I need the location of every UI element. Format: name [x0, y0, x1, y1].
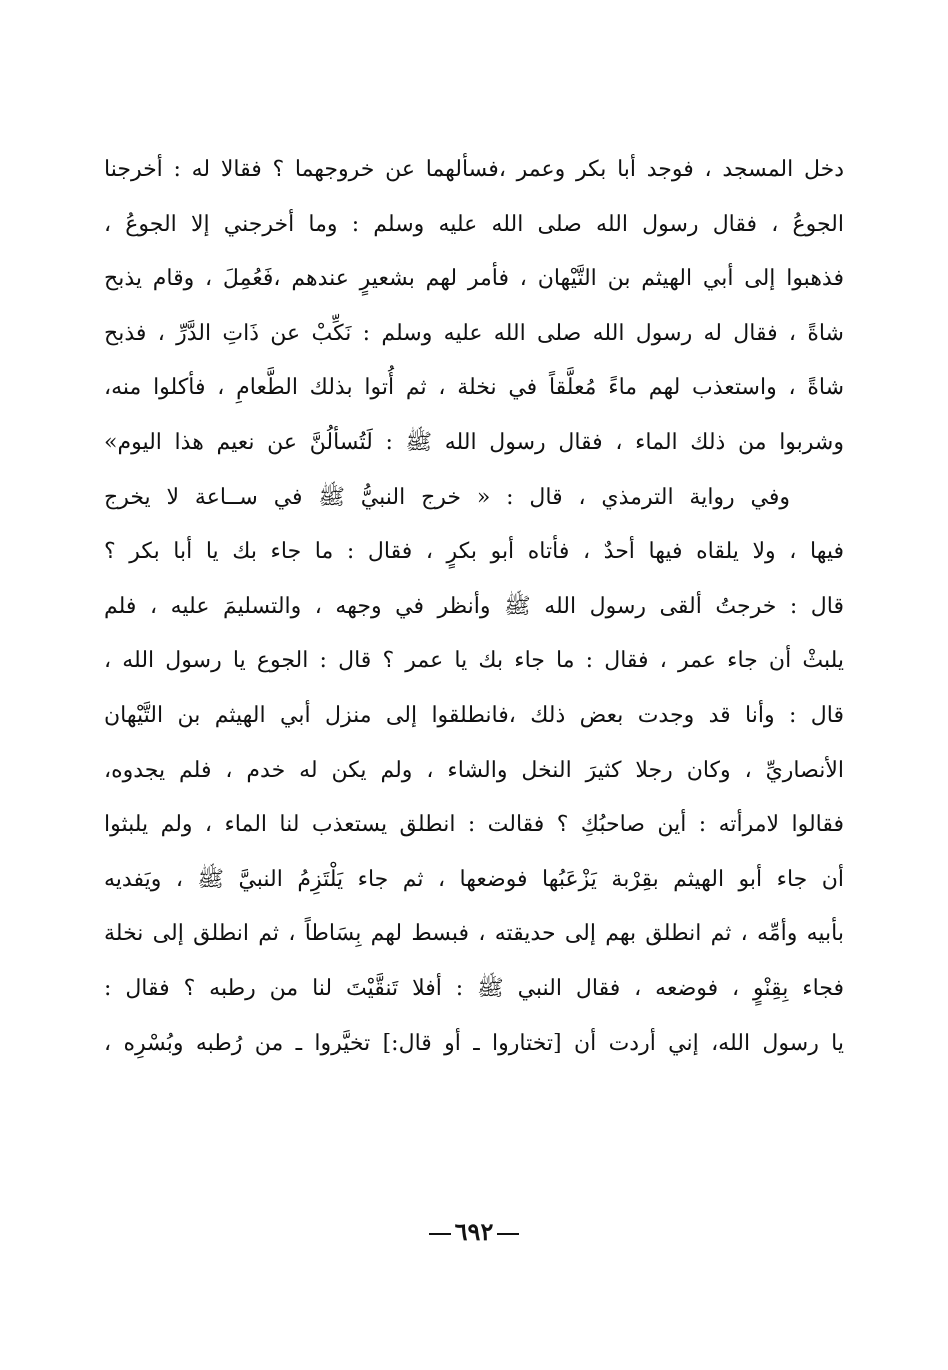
- text-line-3: فذهبوا إلى أبي الهيثم بن التَّيْهان ، فأمر لهم بشعيرٍ عندهم ،فَعُمِلَ ، وقام يذبح: [104, 266, 844, 292]
- text-line-1: دخل المسجد ، فوجد أبا بكر وعمر ،فسألهما عن خروجهما ؟ فقالا له : أخرجنا: [104, 157, 844, 182]
- text-line-5: شاةً ، واستعذب لهم ماءً مُعلَّقاً في نخلة ، ثم أُتوا بذلك الطَّعامِ ، فأكلوا منه،: [104, 375, 844, 401]
- text-line-13: فقالوا لامرأته : أين صاحبُكِ ؟ فقالت : انطلق يستعذب لنا الماء ، ولم يلبثوا: [104, 812, 844, 838]
- text-line-16: فجاء بِقِنْوٍ ، فوضعه ، فقال النبي ﷺ : أفلا تَنقَّيْتَ لنا من رطبه ؟ فقال :: [104, 975, 844, 1001]
- page-number-value: ٦٩٢: [454, 1217, 494, 1246]
- text-line-6: وشربوا من ذلك الماء ، فقال رسول الله ﷺ : لَتُسألُنَّ عن نعيم هذا اليوم»: [104, 429, 844, 455]
- right-dash: [429, 1233, 451, 1235]
- text-line-2: الجوعُ ، فقال رسول الله صلى الله عليه وسلم : وما أخرجني إلا الجوعُ ،: [104, 211, 844, 237]
- left-dash: [497, 1233, 519, 1235]
- text-line-11: قال : وأنا قد وجدت بعض ذلك ،فانطلقوا إلى منزل أبي الهيثم بن التَّيْهان: [104, 702, 844, 728]
- text-line-8: فيها ، ولا يلقاه فيها أحدٌ ، فأتاه أبو بكرٍ ، فقال : ما جاء بك يا أبا بكر ؟: [104, 539, 844, 565]
- text-line-4: شاةً ، فقال له رسول الله صلى الله عليه وسلم : نَكِّبْ عن ذَاتِ الدَّرِّ ، فذبح: [104, 320, 844, 346]
- text-line-9: قال : خرجتُ ألقى رسول الله ﷺ وأنظر في وجهه ، والتسليمَ عليه ، فلم: [104, 593, 844, 619]
- text-line-14: أن جاء أبو الهيثم بقِرْبة يَزْعَبُها فوضعها ، ثم جاء يَلْتَزِمُ النبيَّ ﷺ ، ويَفديه: [104, 866, 844, 892]
- text-line-10: يلبثْ أن جاء عمر ، فقال : ما جاء بك يا عمر ؟ قال : الجوع يا رسول الله ،: [104, 648, 844, 674]
- body-text: [104, 143, 844, 1071]
- text-line-17: يا رسول الله، إني أردت أن [تختاروا ـ أو قال:] تخيَّروا ـ من رُطبه وبُسْرِه ،: [104, 1030, 844, 1056]
- text-line-7: وفي رواية الترمذي ، قال : « خرج النبيُّ ﷺ في ســاعة لا يخرج: [104, 484, 790, 510]
- page-number: [0, 1212, 948, 1252]
- text-line-12: الأنصاريِّ ، وكان رجلا كثيرَ النخل والشاء ، ولم يكن له خدم ، فلم يجدوه،: [104, 757, 844, 783]
- text-line-15: بأبيه وأمِّه ، ثم انطلق بهم إلى حديقته ، فبسط لهم بِسَاطاً ، ثم انطلق إلى نخلة: [104, 921, 844, 947]
